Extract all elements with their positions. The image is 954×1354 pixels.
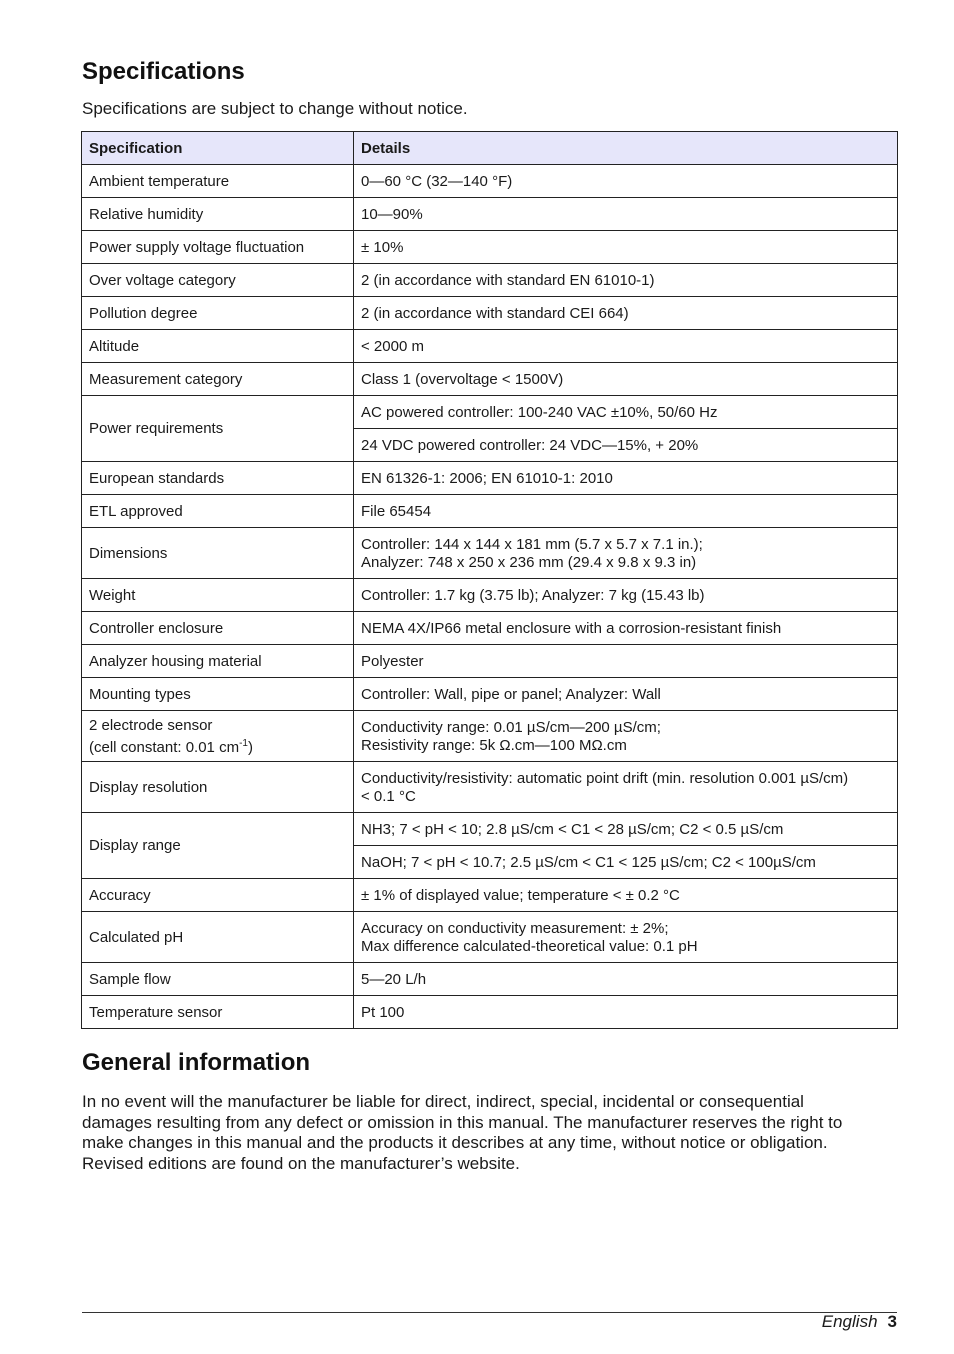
table-row xyxy=(82,579,898,612)
table-row xyxy=(82,198,898,231)
detail-line: < 0.1 °C xyxy=(361,787,416,805)
table-row xyxy=(82,813,898,846)
table-row xyxy=(82,495,898,528)
detail-cell xyxy=(354,528,898,579)
table-row xyxy=(82,612,898,645)
detail-cell: 2 (in accordance with standard EN 61010-1) xyxy=(354,264,898,297)
detail-line: Conductivity/resistivity: automatic point drift (min. resolution 0.001 µS/cm) xyxy=(361,769,849,787)
detail-line: Resistivity range: 5k Ω.cm—100 MΩ.cm xyxy=(361,736,627,754)
footer-language: English xyxy=(821,1312,878,1331)
table-row xyxy=(82,912,898,963)
spec-cell: European standards xyxy=(82,462,354,495)
specifications-table xyxy=(81,131,898,1029)
table-row xyxy=(82,231,898,264)
paragraph-line: Revised editions are found on the manufacturer’s website. xyxy=(82,1153,520,1173)
paragraph-line: In no event will the manufacturer be liable for direct, indirect, special, incidental or consequential xyxy=(82,1092,804,1111)
table-row xyxy=(82,462,898,495)
general-information-title: General information xyxy=(82,1049,311,1076)
spec-cell: Power requirements xyxy=(82,396,354,462)
spec-cell: Over voltage category xyxy=(82,264,354,297)
table-header-row xyxy=(82,132,898,165)
table-row xyxy=(82,528,898,579)
detail-cell: Pt 100 xyxy=(354,996,898,1029)
specifications-title: Specifications xyxy=(82,58,245,85)
column-header-details: Details xyxy=(354,132,898,165)
detail-cell: 10—90% xyxy=(354,198,898,231)
detail-line: Max difference calculated-theoretical value: 0.1 pH xyxy=(361,937,698,955)
paragraph-line: make changes in this manual and the products it describes at any time, without notice or obligation. xyxy=(82,1133,828,1152)
table-row xyxy=(82,711,898,762)
detail-line: Controller: 144 x 144 x 181 mm (5.7 x 5.7 x 7.1 in.); xyxy=(361,535,703,553)
spec-cell: Calculated pH xyxy=(82,912,354,963)
table-row xyxy=(82,396,898,429)
detail-cell: 0—60 °C (32—140 °F) xyxy=(354,165,898,198)
detail-line: Accuracy on conductivity measurement: ± 2%; xyxy=(361,919,669,937)
spec-cell: Mounting types xyxy=(82,678,354,711)
spec-cell: Relative humidity xyxy=(82,198,354,231)
table-row xyxy=(82,879,898,912)
spec-cell: Power supply voltage fluctuation xyxy=(82,231,354,264)
detail-cell: Controller: Wall, pipe or panel; Analyzer: Wall xyxy=(354,678,898,711)
spec-cell: Altitude xyxy=(82,330,354,363)
spec-cell: Display range xyxy=(82,813,354,879)
detail-cell: Controller: 1.7 kg (3.75 lb); Analyzer: 7 kg (15.43 lb) xyxy=(354,579,898,612)
table-row xyxy=(82,330,898,363)
spec-cell: Measurement category xyxy=(82,363,354,396)
detail-cell: ± 10% xyxy=(354,231,898,264)
paragraph-line: damages resulting from any defect or omission in this manual. The manufacturer reserves the right to xyxy=(82,1112,843,1132)
table-row xyxy=(82,678,898,711)
detail-cell: ± 1% of displayed value; temperature < ± 0.2 °C xyxy=(354,879,898,912)
page-number: 3 xyxy=(887,1312,897,1331)
spec-cell: Weight xyxy=(82,579,354,612)
detail-cell xyxy=(354,912,898,963)
detail-cell: NH3; 7 < pH < 10; 2.8 µS/cm < C1 < 28 µS/cm; C2 < 0.5 µS/cm xyxy=(354,813,898,846)
spec-line: 2 electrode sensor xyxy=(89,716,213,734)
detail-cell xyxy=(354,762,898,813)
detail-cell: Class 1 (overvoltage < 1500V) xyxy=(354,363,898,396)
spec-cell: Sample flow xyxy=(82,963,354,996)
detail-cell: NEMA 4X/IP66 metal enclosure with a corrosion-resistant finish xyxy=(354,612,898,645)
detail-cell: NaOH; 7 < pH < 10.7; 2.5 µS/cm < C1 < 125 µS/cm; C2 < 100µS/cm xyxy=(354,846,898,879)
detail-cell: EN 61326-1: 2006; EN 61010-1: 2010 xyxy=(354,462,898,495)
spec-cell: Ambient temperature xyxy=(82,165,354,198)
table-row xyxy=(82,165,898,198)
spec-cell: Controller enclosure xyxy=(82,612,354,645)
specifications-intro: Specifications are subject to change without notice. xyxy=(82,99,468,118)
table-row xyxy=(82,264,898,297)
table-row xyxy=(82,363,898,396)
detail-cell: File 65454 xyxy=(354,495,898,528)
detail-cell: Polyester xyxy=(354,645,898,678)
table-row xyxy=(82,645,898,678)
detail-cell: < 2000 m xyxy=(354,330,898,363)
detail-cell: 24 VDC powered controller: 24 VDC—15%, + 20% xyxy=(354,429,898,462)
table-row xyxy=(82,762,898,813)
table-row xyxy=(82,297,898,330)
spec-cell: Analyzer housing material xyxy=(82,645,354,678)
spec-line xyxy=(89,735,346,757)
spec-cell: Accuracy xyxy=(82,879,354,912)
general-information-paragraph xyxy=(82,1092,902,1174)
spec-cell: Display resolution xyxy=(82,762,354,813)
detail-cell: 5—20 L/h xyxy=(354,963,898,996)
detail-cell: AC powered controller: 100-240 VAC ±10%, 50/60 Hz xyxy=(354,396,898,429)
spec-text: (cell constant: 0.01 cm xyxy=(89,738,240,756)
spec-cell: ETL approved xyxy=(82,495,354,528)
page-footer xyxy=(822,1312,897,1332)
detail-cell: 2 (in accordance with standard CEI 664) xyxy=(354,297,898,330)
table-row xyxy=(82,963,898,996)
spec-cell: Dimensions xyxy=(82,528,354,579)
footer-divider xyxy=(82,1312,897,1313)
spec-cell: Pollution degree xyxy=(82,297,354,330)
table-row xyxy=(82,996,898,1029)
detail-line: Conductivity range: 0.01 µS/cm—200 µS/cm; xyxy=(361,718,661,736)
column-header-specification: Specification xyxy=(82,132,354,165)
spec-text: ) xyxy=(247,738,253,756)
detail-line: Analyzer: 748 x 250 x 236 mm (29.4 x 9.8 x 9.3 in) xyxy=(361,553,697,571)
spec-cell xyxy=(82,711,354,762)
superscript: -1 xyxy=(239,737,248,749)
detail-cell xyxy=(354,711,898,762)
spec-cell: Temperature sensor xyxy=(82,996,354,1029)
